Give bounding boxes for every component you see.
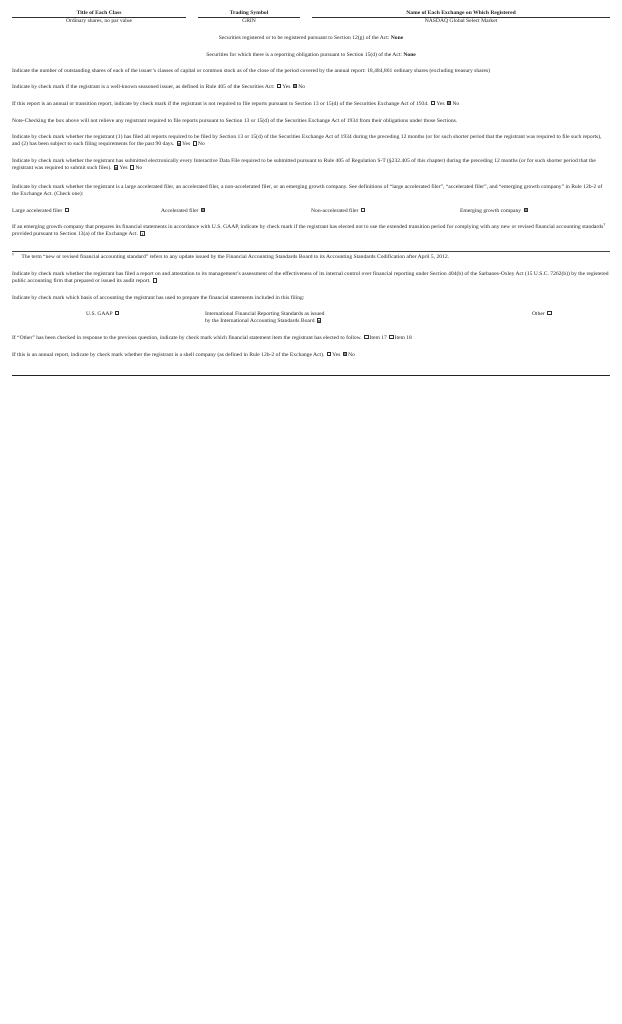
seasoned-issuer [12,84,610,91]
other-option [532,311,553,318]
filer-status-options [12,208,610,216]
item17-label: Item 17 [369,335,387,341]
item18-checkbox[interactable] [389,335,393,339]
emerging-growth-election-text: If an emerging growth company that prepares its financial statements in accordance with U.S. GAAP, indicate by check mark if the registrant has elected not to use the extended transition period for complying with any new or revised financial accounting standards [12,224,604,230]
shell-no-checkbox[interactable] [343,352,347,356]
emerging-growth-election-text-b: provided pursuant to Section 13(a) of the Exchange Act. [12,231,138,238]
non-accelerated-checkbox[interactable] [361,208,365,212]
registered-12g-text: Securities registered or to be registered pursuant to Section 12(g) of the Act: [218,35,390,41]
gaap-checkbox[interactable] [115,311,119,315]
emerging-growth-label: Emerging growth company [460,208,522,214]
registered-12g [12,35,610,42]
other-item [12,335,610,342]
footnote-mark: † [12,252,14,257]
large-accelerated-label: Large accelerated filer [12,208,63,214]
interactive-data [12,158,610,173]
basis-options [12,311,610,327]
filed-reports-text: Indicate by check mark whether the registrant (1) has filed all reports required to be filed by Section 13 or 15(d) of the Securities Exchange Act of 1934 during the preceding 12 months (or for such shorter period that the registrant was required to file such reports), and (2) has been subject to such filing requirements for the past 90 days. [12,134,602,148]
shell-no-label: No [348,352,355,358]
non-accelerated-option [311,208,366,215]
dagger-mark: † [603,222,606,227]
interactive-yes-checkbox[interactable] [114,165,118,169]
filed-yes-label: Yes [181,141,191,148]
ifrs-label-line1: International Financial Reporting Standards as issued [205,311,325,317]
other-checkbox[interactable] [547,311,551,315]
class-column-title: Title of Each Class [12,10,186,18]
filed-reports [12,134,610,149]
exchange-column [312,10,610,25]
seasoned-yes-checkbox[interactable] [277,84,281,88]
registered-12g-value: None [390,35,404,41]
gaap-label: U.S. GAAP [86,311,113,317]
class-column-value: Ordinary shares, no par value [65,18,132,24]
form-page [12,10,610,358]
filed-no-label: No [197,141,205,148]
exchange-column-title: Name of Each Exchange on Which Registered [312,10,610,18]
class-column [12,10,186,25]
transition-no-checkbox[interactable] [447,101,451,105]
symbol-column-value: GRIN [242,18,256,24]
emerging-election-checkbox[interactable] [140,231,144,235]
interactive-data-text: Indicate by check mark whether the registrant has submitted electronically every Interactive Data File required to be submitted pursuant to Rule 405 of Regulation S-T (§232.405 of this chapter) during the preceding 12 months (or for such shorter period that the registrant was required to submit such files). [12,158,596,172]
emerging-growth-checkbox[interactable] [524,208,528,212]
outstanding-shares: Indicate the number of outstanding shares of each of the issuer’s classes of capital or common stock as of the close of the period covered by the annual report: 18,484,861 ordinary shares (excluding treasury shares) [12,68,491,74]
attestation [12,271,610,286]
other-label: Other [532,311,545,317]
footnote-text: The term “new or revised financial accounting standard” refers to any update issued by the Financial Accounting Standards Board to its Accounting Standards Codification after April 5, 2012. [21,254,450,260]
filed-no-checkbox[interactable] [193,141,197,145]
interactive-yes-label: Yes [119,165,128,172]
ifrs-option [205,311,324,326]
footnote-divider [12,251,610,252]
attestation-checkbox[interactable] [153,278,157,282]
interactive-no-label: No [135,165,143,172]
bottom-divider [12,375,610,376]
ifrs-label-line2: by the International Accounting Standards Board [205,318,315,325]
transition-report [12,101,610,108]
filed-yes-checkbox[interactable] [177,141,181,145]
seasoned-no-label: No [298,84,306,90]
emerging-growth-option [460,208,529,215]
basis-text: Indicate by check mark which basis of accounting the registrant has used to prepare the financial statements included in this filing: [12,295,305,301]
shell-company-text: If this is an annual report, indicate by check mark whether the registrant is a shell company (as defined in Rule 12b-2 of the Exchange Act). [12,352,325,358]
seasoned-issuer-text: Indicate by check mark if the registrant is a well-known seasoned issuer, as defined in Rule 405 of the Securities Act: [12,84,275,90]
transition-report-text: If this report is an annual or transition report, indicate by check mark if the registrant is not required to file reports pursuant to Section 13 or 15(d) of the Securities Exchange Act of 1934. [12,101,429,107]
securities-header [12,10,610,30]
accelerated-label: Accelerated filer [161,208,199,214]
other-item-text: If “Other” has been checked in response to the previous question, indicate by check mark which financial statement item the registrant has elected to follow. [12,335,362,341]
shell-yes-checkbox[interactable] [327,352,331,356]
item17-checkbox[interactable] [364,335,368,339]
accelerated-checkbox[interactable] [201,208,205,212]
transition-yes-checkbox[interactable] [431,101,435,105]
footnote [12,254,610,261]
item18-label: Item 18 [394,335,412,341]
filer-status-text: Indicate by check mark whether the registrant is a large accelerated filer, an accelerated filer, a non-accelerated filer, or an emerging growth company. See definitions of “large accelerated filer”, “accelerated filer”, and “emerging growth company” in Rule 12b-2 of the Exchange Act. (Check one): [12,184,603,198]
obligation-15d-value: None [403,52,416,58]
obligation-15d-text: Securities for which there is a reporting obligation pursuant to Section 15(d) of the Act: [206,52,402,58]
ifrs-checkbox[interactable] [317,318,321,322]
gaap-option [86,311,120,318]
large-accelerated-checkbox[interactable] [65,208,69,212]
transition-yes-label: Yes [436,101,445,107]
accelerated-option [161,208,206,215]
interactive-no-checkbox[interactable] [130,165,134,169]
note-checking: Note-Checking the box above will not relieve any registrant required to file reports pursuant to Section 13 or 15(d) of the Securities Exchange Act of 1934 from their obligations under those Sections. [12,118,458,124]
transition-no-label: No [452,101,460,107]
attestation-text: Indicate by check mark whether the registrant has filed a report on and attestation to its management’s assessment of the effectiveness of its internal control over financial reporting under Section 404(b) of the Sarbanes-Oxley Act (15 U.S.C. 7262(b)) by the registered public accounting firm that prepared or issued its audit report. [12,271,609,285]
emerging-growth-election [12,224,610,239]
shell-yes-label: Yes [332,352,341,358]
seasoned-yes-label: Yes [282,84,291,90]
seasoned-no-checkbox[interactable] [293,84,297,88]
obligation-15d [12,52,610,59]
symbol-column [198,10,300,25]
non-accelerated-label: Non-accelerated filer [311,208,359,214]
large-accelerated-option [12,208,70,215]
exchange-column-value: NASDAQ Global Select Market [424,18,498,24]
symbol-column-title: Trading Symbol [198,10,300,18]
shell-company [12,352,610,359]
